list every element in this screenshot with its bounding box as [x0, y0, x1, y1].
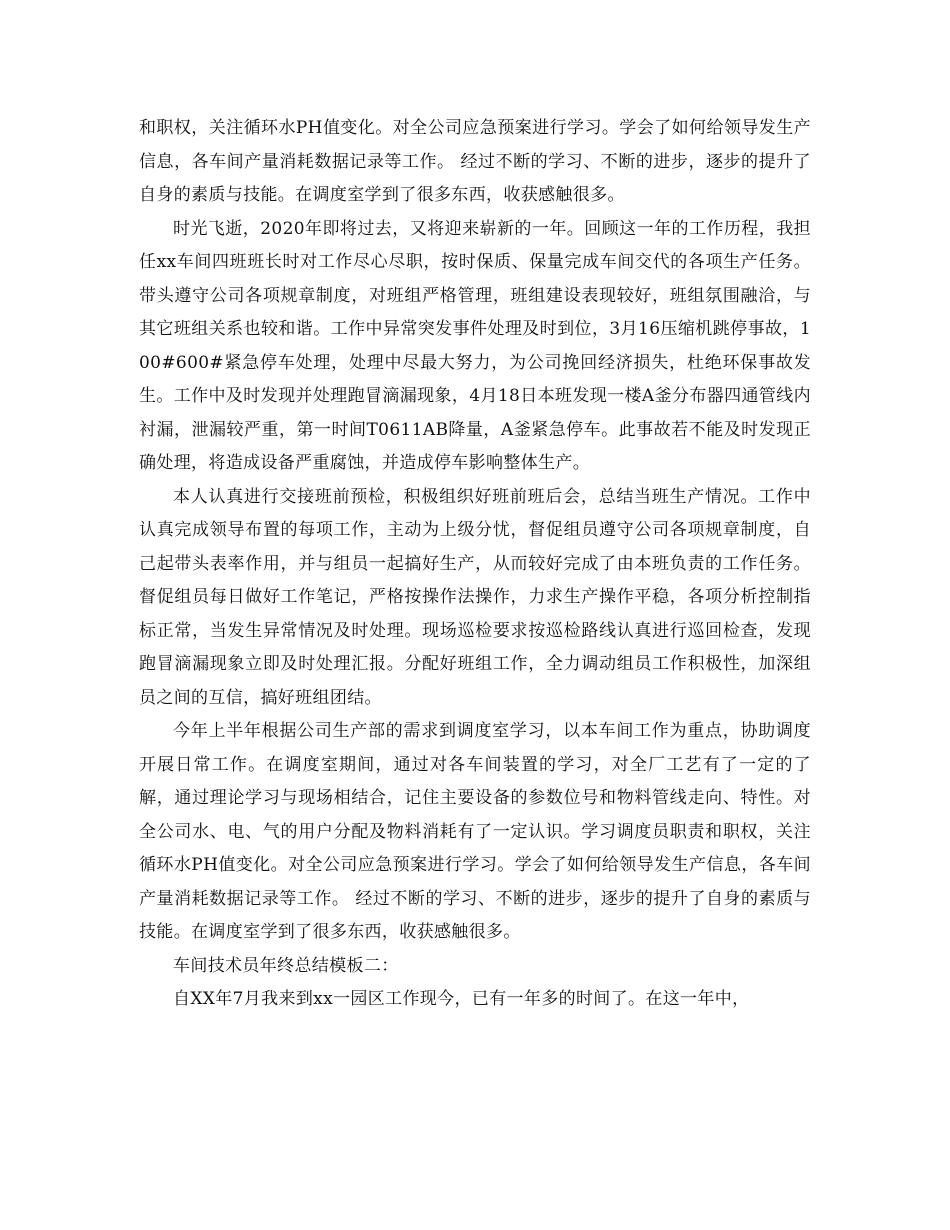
paragraph-2: 时光飞逝，2020年即将过去，又将迎来崭新的一年。回顾这一年的工作历程，我担任xx车间四班班长时对工作尽心尽职，按时保质、保量完成车间交代的各项生产任务。带头遵守公司各项规章制度，对班组严格管理，班组建设表现较好，班组氛围融洽，与其它班组关系也较和谐。工作中异常突发事件处理及时到位，3月16压缩机跳停事故，100#600#紧急停车处理，处理中尽最大努力，为公司挽回经济损失，杜绝环保事故发生。工作中及时发现并处理跑冒滴漏现象，4月18日本班发现一楼A釜分布器四通管线内衬漏，泄漏较严重，第一时间T0611AB降量，A釜紧急停车。此事故若不能及时发现正确处理，将造成设备严重腐蚀，并造成停车影响整体生产。	[139, 218, 811, 473]
paragraph-4: 今年上半年根据公司生产部的需求到调度室学习，以本车间工作为重点，协助调度开展日常工作。在调度室期间，通过对各车间装置的学习，对全厂工艺有了一定的了解，通过理论学习与现场相结合，记住主要设备的参数位号和物料管线走向、特性。对全公司水、电、气的用户分配及物料消耗有了一定认识。学习调度员职责和职权，关注循环水PH值变化。对全公司应急预案进行学习。学会了如何给领导发生产信息，各车间产量消耗数据记录等工作。 经过不断的学习、不断的进步，逐步的提升了自身的素质与技能。在调度室学到了很多东西，收获感触很多。	[139, 721, 811, 942]
section-heading: 车间技术员年终总结模板二：	[173, 955, 399, 976]
paragraph-5: 自XX年7月我来到xx一园区工作现今，已有一年多的时间了。在这一年中，	[173, 989, 750, 1009]
document-body	[139, 112, 811, 1017]
paragraph-1: 和职权，关注循环水PH值变化。对全公司应急预案进行学习。学会了如何给领导发生产信息，各车间产量消耗数据记录等工作。 经过不断的学习、不断的进步，逐步的提升了自身的素质与技能。在调度室学到了很多东西，收获感触很多。	[139, 118, 811, 205]
paragraph-3: 本人认真进行交接班前预检，积极组织好班前班后会，总结当班生产情况。工作中认真完成领导布置的每项工作，主动为上级分忧，督促组员遵守公司各项规章制度，自己起带头表率作用，并与组员一起搞好生产，从而较好完成了由本班负责的工作任务。督促组员每日做好工作笔记，严格按操作法操作，力求生产操作平稳，各项分析控制指标正常，当发生异常情况及时处理。现场巡检要求按巡检路线认真进行巡回检查，发现跑冒滴漏现象立即及时处理汇报。分配好班组工作，全力调动组员工作积极性，加深组员之间的互信，搞好班组团结。	[139, 486, 811, 708]
